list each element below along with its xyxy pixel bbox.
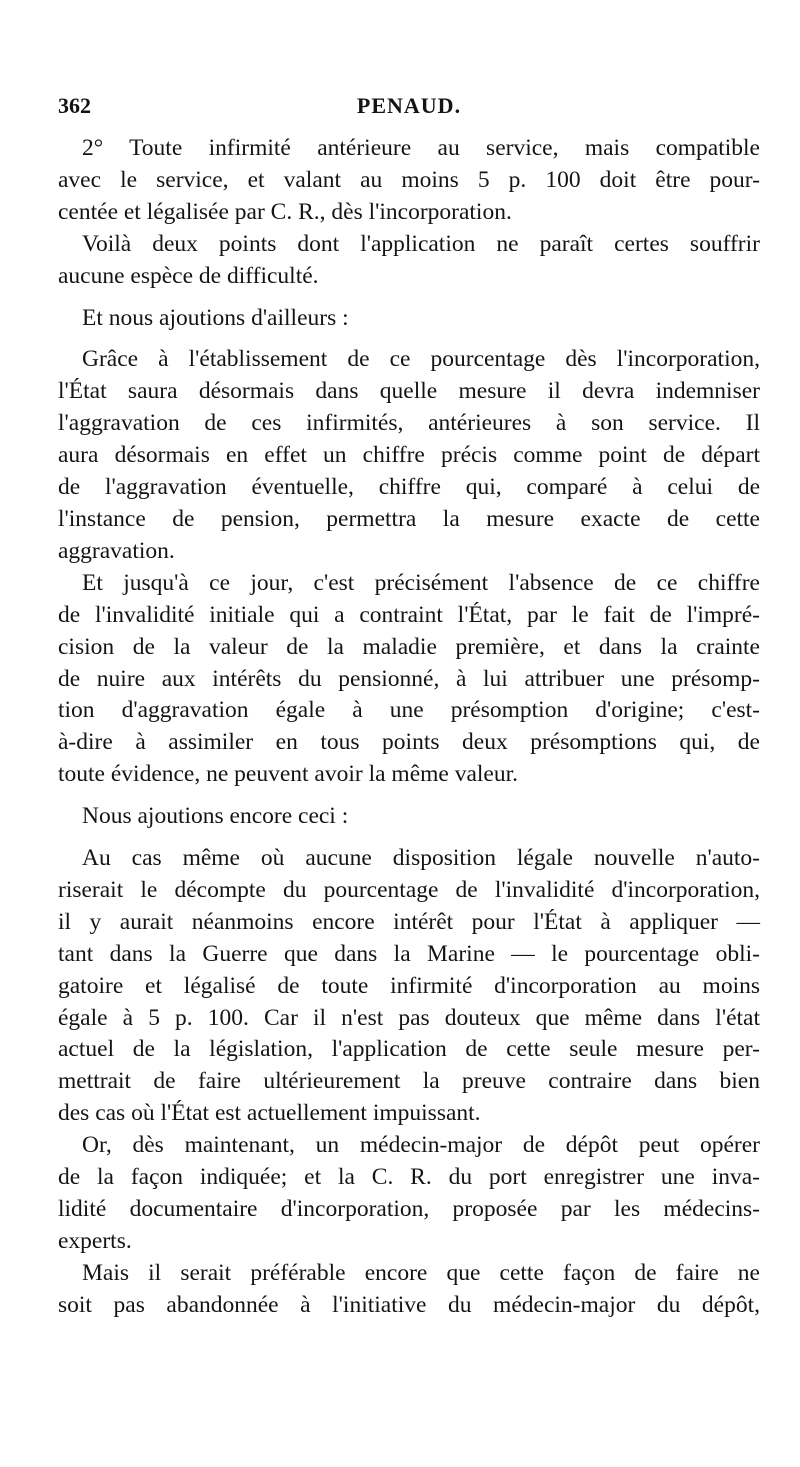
spacer xyxy=(58,334,760,344)
text-line: mettrait de faire ultérieurement la preuve contraire dans bien xyxy=(58,1068,760,1095)
text-line: il y aurait néanmoins encore intérêt pour l'État à appliquer — xyxy=(58,908,760,935)
text-line: l'instance de pension, permettra la mesure exacte de cette xyxy=(58,505,760,532)
text-line: de la façon indiquée; et la C. R. du port enregistrer une inva- xyxy=(58,1164,760,1191)
text-line: lidité documentaire d'incorporation, proposée par les médecins- xyxy=(58,1196,760,1222)
text-line: actuel de la législation, l'application de cette seule mesure per- xyxy=(58,1036,760,1063)
text-line: Et nous ajoutions d'ailleurs : xyxy=(82,304,349,331)
text-line: riserait le décompte du pourcentage de l'invalidité d'incorporation, xyxy=(58,876,760,903)
paragraph xyxy=(58,229,760,293)
text-line: tant dans la Guerre que dans la Marine — le pourcentage obli- xyxy=(58,940,760,967)
paragraph xyxy=(58,303,760,335)
paragraph xyxy=(58,843,760,1130)
paragraph xyxy=(58,801,760,833)
paragraph xyxy=(58,133,760,229)
paragraph xyxy=(58,568,760,791)
page-header xyxy=(58,93,760,123)
paragraph xyxy=(58,1130,760,1258)
text-line: l'État saura désormais dans quelle mesure il devra indemniser xyxy=(58,378,760,405)
text-line: centée et légalisée par C. R., dès l'incorporation. xyxy=(58,198,512,225)
text-line: Voilà deux points dont l'application ne paraît certes souffrir xyxy=(82,230,760,257)
paragraph xyxy=(58,344,760,567)
text-line: de nuire aux intérêts du pensionné, à lui attribuer une présomp- xyxy=(58,665,760,692)
running-head: PENAUD. xyxy=(356,93,462,118)
text-line: Mais il serait préférable encore que cette façon de faire ne xyxy=(82,1259,760,1286)
text-line: avec le service, et valant au moins 5 p. 100 doit être pour- xyxy=(58,166,760,193)
text-line: Grâce à l'établissement de ce pourcentage dès l'incorporation, xyxy=(82,346,760,373)
text-line: Au cas même où aucune disposition légale nouvelle n'auto- xyxy=(82,845,760,872)
text-line: de l'invalidité initiale qui a contraint l'État, par le fait de l'impré- xyxy=(58,601,760,628)
text-line: gatoire et légalisé de toute infirmité d'incorporation au moins xyxy=(58,972,760,999)
spacer xyxy=(58,293,760,303)
paragraph xyxy=(58,1258,760,1322)
text-line: de l'aggravation éventuelle, chiffre qui, comparé à celui de xyxy=(58,474,760,501)
text-line: tion d'aggravation égale à une présomption d'origine; c'est- xyxy=(58,697,760,724)
text-line: aucune espèce de difficulté. xyxy=(58,262,319,289)
text-line: soit pas abandonnée à l'initiative du médecin-major du dépôt, xyxy=(58,1291,760,1318)
text-line: Nous ajoutions encore ceci : xyxy=(82,803,349,830)
text-line: Et jusqu'à ce jour, c'est précisément l'absence de ce chiffre xyxy=(82,569,760,596)
text-line: cision de la valeur de la maladie première, et dans la crainte xyxy=(58,633,760,660)
text-line: aggravation. xyxy=(58,537,175,564)
text-line: 2° Toute infirmité antérieure au service, mais compatible xyxy=(82,135,760,161)
text-line: aura désormais en effet un chiffre précis comme point de départ xyxy=(58,442,760,469)
text-line: toute évidence, ne peuvent avoir la même valeur. xyxy=(58,761,519,788)
spacer xyxy=(58,791,760,801)
spacer xyxy=(58,833,760,843)
text-line: égale à 5 p. 100. Car il n'est pas douteux que même dans l'état xyxy=(58,1004,760,1031)
text-line: Or, dès maintenant, un médecin-major de dépôt peut opérer xyxy=(82,1132,760,1159)
text-line: des cas où l'État est actuellement impuissant. xyxy=(58,1100,481,1127)
page-number: 362 xyxy=(58,93,91,118)
text-line: à-dire à assimiler en tous points deux présomptions qui, de xyxy=(58,729,760,756)
body-text xyxy=(58,133,760,1322)
text-line: l'aggravation de ces infirmités, antérieures à son service. Il xyxy=(58,410,760,437)
text-line: experts. xyxy=(58,1227,132,1254)
